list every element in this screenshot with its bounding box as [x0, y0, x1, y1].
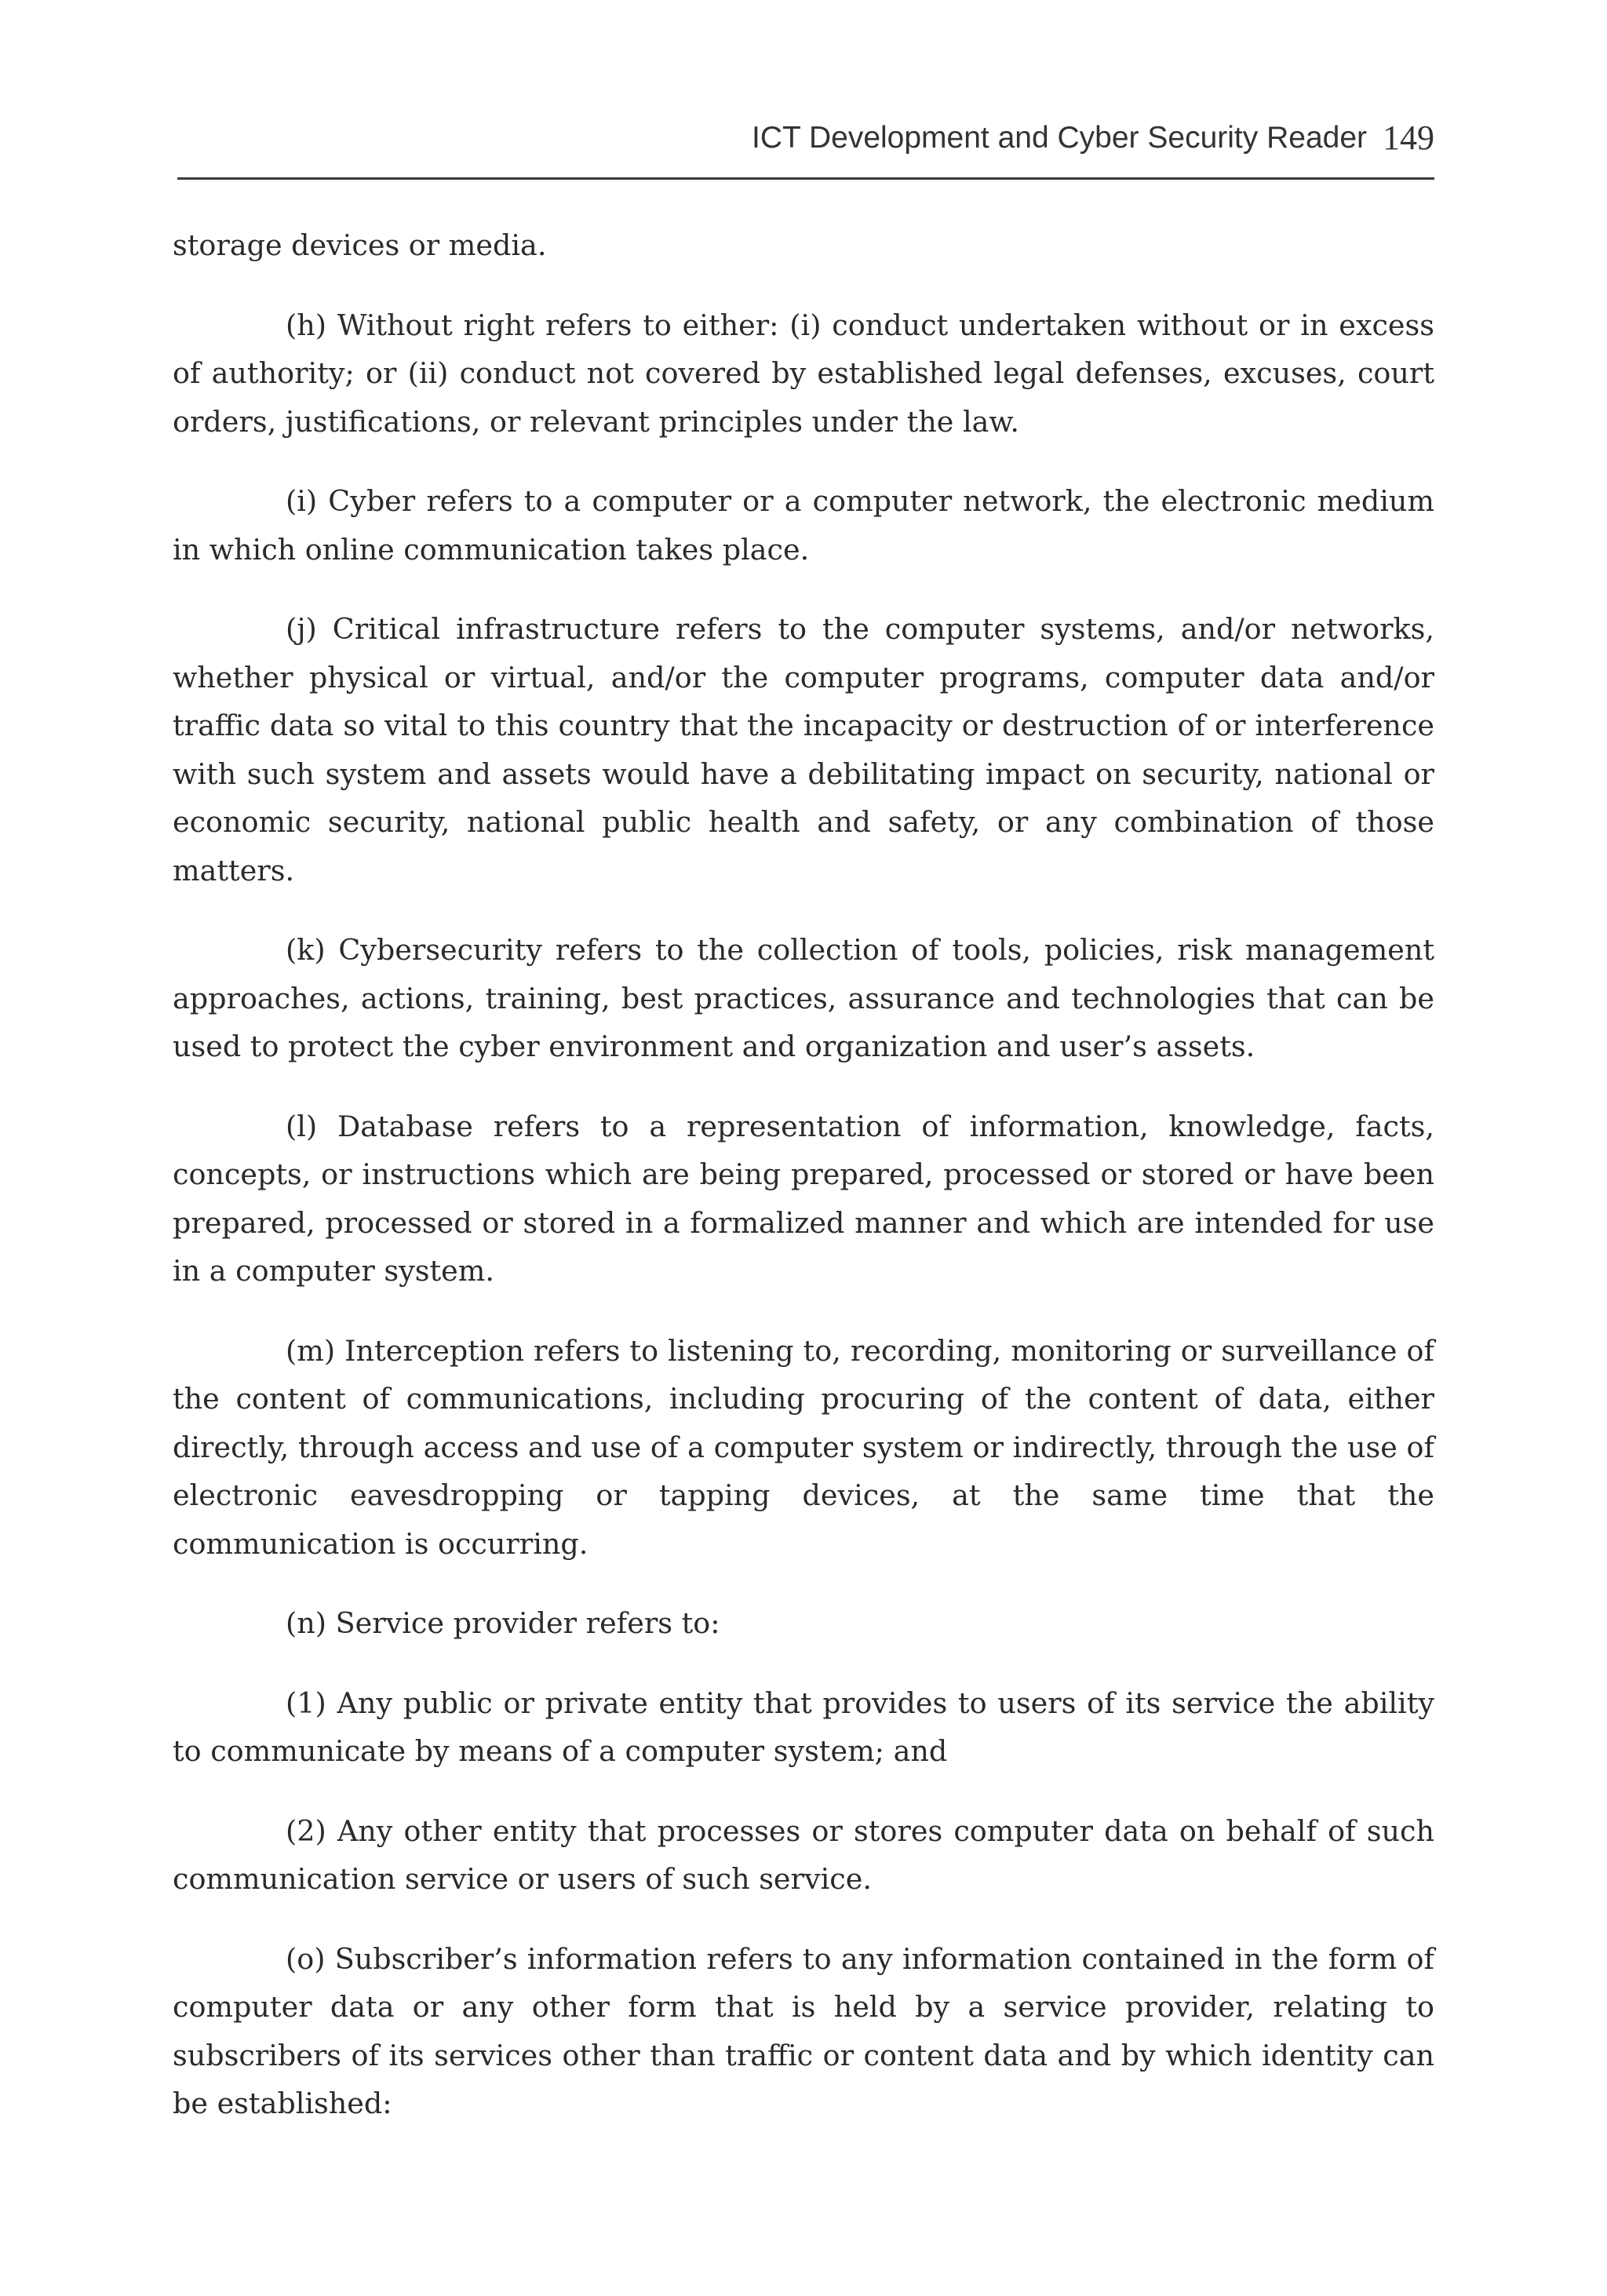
definition-without-right: (h) Without right refers to either: (i) conduct undertaken without or in excess of authority; or (ii) conduct not covered by established legal defenses, excuses, court orders, justifications, or relevant principles under the law.	[173, 308, 1434, 439]
paragraph-continuation: storage devices or media.	[173, 228, 547, 262]
definition-critical-infrastructure: (j) Critical infrastructure refers to the computer systems, and/or networks, whether physical or virtual, and/or the computer programs, computer data and/or traffic data so vital to this country that the incapacity or destruction of or interference with such system and assets would have a debilitating impact on security, national or economic security, national public health and safety, or any combination of those matters.	[173, 612, 1434, 887]
page-body	[173, 221, 1434, 2159]
running-header-title: ICT Development and Cyber Security Reader	[752, 121, 1367, 155]
running-header	[177, 107, 1434, 180]
service-provider-item-1: (1) Any public or private entity that provides to users of its service the ability to communicate by means of a computer system; and	[173, 1686, 1434, 1768]
page-number: 149	[1383, 118, 1434, 157]
definition-interception: (m) Interception refers to listening to, recording, monitoring or surveillance of the content of communications, including procuring of the content of data, either directly, through access and use of a computer system or indirectly, through the use of electronic eavesdropping or tapping devices, at the same time that the communication is occurring.	[173, 1333, 1434, 1561]
definition-cyber: (i) Cyber refers to a computer or a computer network, the electronic medium in which online communication takes place.	[173, 484, 1434, 567]
definition-subscribers-information: (o) Subscriber’s information refers to any information contained in the form of computer data or any other form that is held by a service provider, relating to subscribers of its services other than traffic or content data and by which identity can be established:	[173, 1941, 1434, 2120]
definition-cybersecurity: (k) Cybersecurity refers to the collection of tools, policies, risk management approaches, actions, training, best practices, assurance and technologies that can be used to protect the cyber environment and organization and user’s assets.	[173, 933, 1434, 1063]
definition-service-provider: (n) Service provider refers to:	[286, 1606, 720, 1640]
service-provider-item-2: (2) Any other entity that processes or stores computer data on behalf of such communication service or users of such service.	[173, 1813, 1434, 1896]
definition-database: (l) Database refers to a representation of information, knowledge, facts, concepts, or instructions which are being prepared, processed or stored or have been prepared, processed or stored in a formalized manner and which are intended for use in a computer system.	[173, 1109, 1434, 1288]
